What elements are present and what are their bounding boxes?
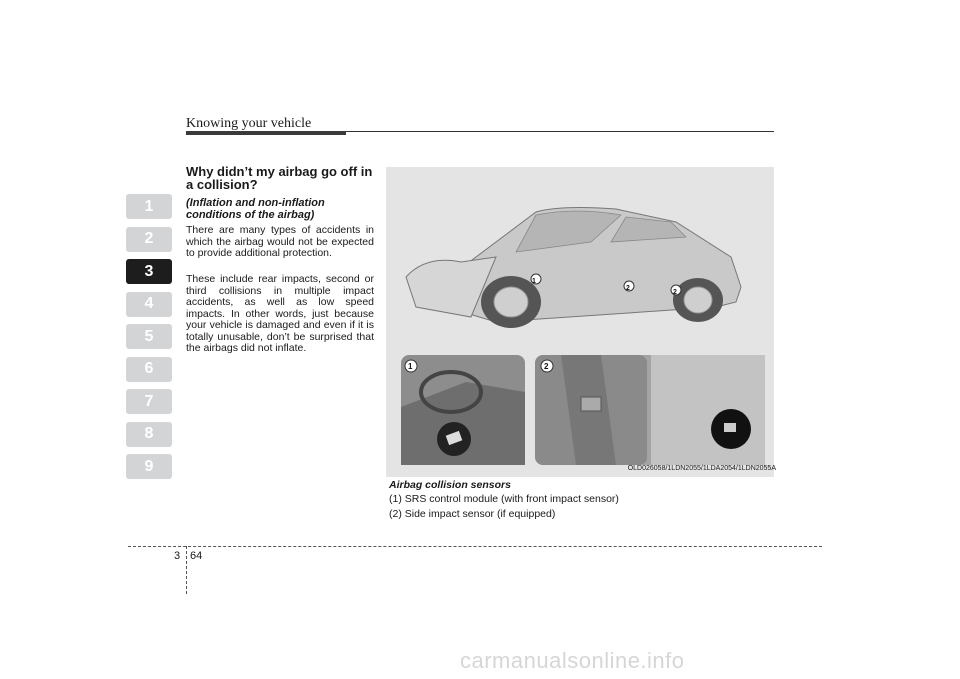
running-header: Knowing your vehicle xyxy=(186,116,312,131)
footer-section-number: 3 xyxy=(174,550,181,562)
paragraph-2: These include rear impacts, second or third collisions in multiple impact accidents, as well as low speed impacts. In other words, just because your vehicle is damaged and even if it is totally unusable, don’t be surprised that the airbags did not inflate. xyxy=(186,273,374,354)
callout-1-inset: 1 xyxy=(408,362,413,371)
section-heading: Why didn’t my airbag go off in a collision? xyxy=(186,164,373,192)
header-accent-bar xyxy=(186,131,346,135)
chapter-tabs xyxy=(126,194,172,487)
figure-caption-line-1: (1) SRS control module (with front impact sensor) xyxy=(389,493,619,505)
chapter-tab-9[interactable]: 9 xyxy=(126,454,172,479)
chapter-tab-2[interactable]: 2 xyxy=(126,227,172,252)
section-subheading: (Inflation and non-inflation conditions of the airbag) xyxy=(186,197,325,221)
callout-1-car: 1 xyxy=(532,278,536,285)
callout-2-car-b: 2 xyxy=(673,289,677,296)
watermark: carmanualsonline.info xyxy=(460,648,685,673)
footer-divider xyxy=(186,546,187,594)
figure-code: OLD026058/1LDN2055/1LDA2054/1LDN2055A xyxy=(627,465,776,472)
chapter-tab-1[interactable]: 1 xyxy=(126,194,172,219)
paragraph-1: There are many types of accidents in which the airbag would not be expected to provide additional protection. xyxy=(186,224,374,259)
airbag-sensor-figure xyxy=(386,167,774,477)
chapter-tab-5[interactable]: 5 xyxy=(126,324,172,349)
figure-caption-line-2: (2) Side impact sensor (if equipped) xyxy=(389,508,556,520)
dashboard-inset xyxy=(401,355,525,465)
chapter-tab-4[interactable]: 4 xyxy=(126,292,172,317)
figure-caption-title: Airbag collision sensors xyxy=(389,479,511,491)
figure-illustration xyxy=(386,167,774,477)
chapter-tab-6[interactable]: 6 xyxy=(126,357,172,382)
chapter-tab-7[interactable]: 7 xyxy=(126,389,172,414)
callout-2-car-a: 2 xyxy=(626,285,630,292)
chapter-tab-8[interactable]: 8 xyxy=(126,422,172,447)
footer-rule xyxy=(128,546,822,547)
chapter-tab-3[interactable]: 3 xyxy=(126,259,172,284)
footer-page-number: 64 xyxy=(190,550,203,562)
b-pillar-inset xyxy=(535,355,765,465)
callout-2-inset: 2 xyxy=(544,362,549,371)
